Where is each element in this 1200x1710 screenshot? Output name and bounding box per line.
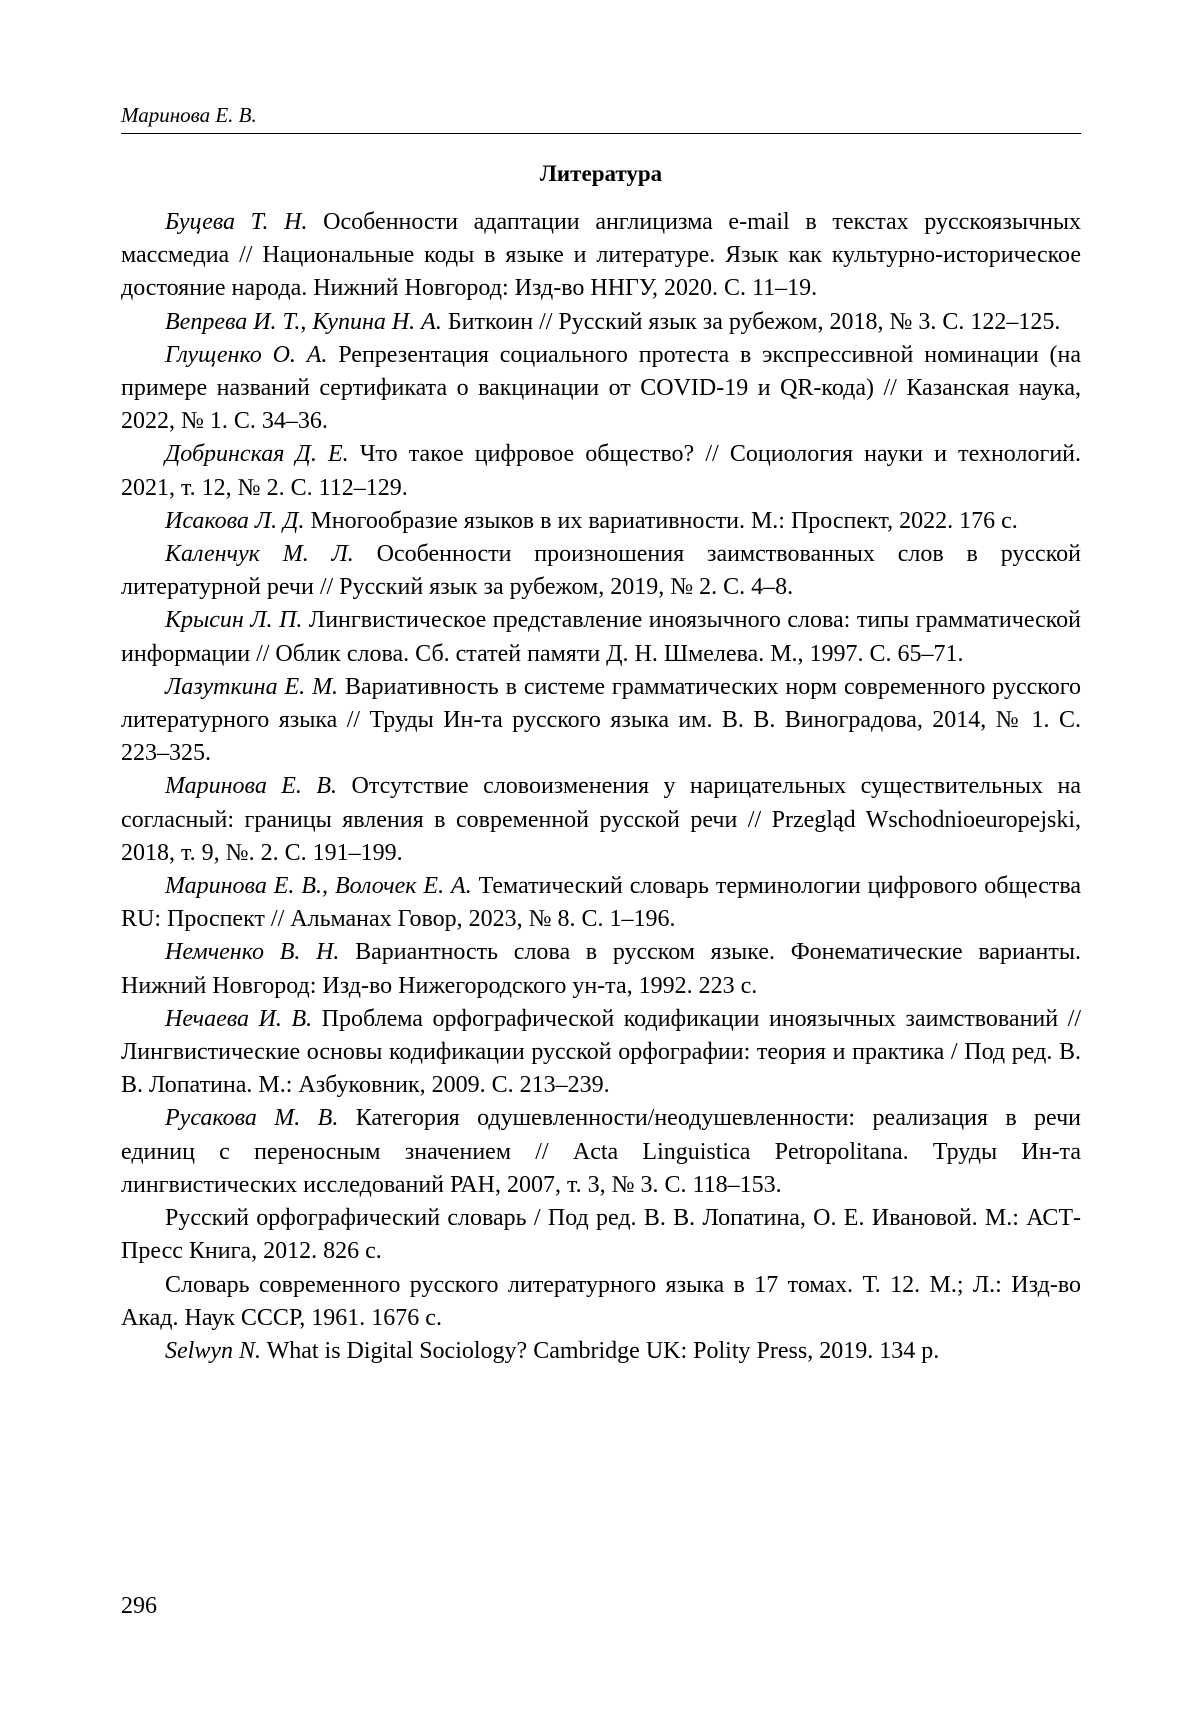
reference-text: Многообразие языков в их вариативности. М.: Проспект, 2022. 176 с. [304, 507, 1018, 534]
reference-text: Категория одушевленности/неодушевленности: реализация в речи единиц с переносным значением // Acta Linguistica Petropolitana. Труды Ин-та лингвистических исследований РАН, 2007, т. 3, № 3. С. 118–153. [121, 1105, 1082, 1198]
reference-author: Русакова М. В. [165, 1105, 339, 1132]
reference-item [121, 438, 1081, 504]
reference-list [121, 206, 1081, 1368]
reference-text: Отсутствие словоизменения у нарицательных существительных на согласный: границы явления в современной русской речи // Przegląd Wschodnioeuropejski, 2018, т. 9, №. 2. С. 191–199. [121, 773, 1081, 866]
reference-item [121, 306, 1081, 339]
reference-text: Лингвистическое представление иноязычного слова: типы грамматической информации // Облик слова. Сб. статей памяти Д. Н. Шмелева. М., 1997. С. 65–71. [121, 607, 1081, 667]
reference-text: Проблема орфографической кодификации иноязычных заимствований // Лингвистические основы кодификации русской орфографии: теория и практика / Под ред. В. В. Лопатина. М.: Азбуковник, 2009. С. 213–239. [121, 1005, 1081, 1099]
reference-author: Маринова Е. В. [165, 773, 338, 800]
reference-item [121, 870, 1081, 936]
section-title: Литература [539, 161, 663, 186]
reference-text: Что такое цифровое общество? // Социология науки и технологий. 2021, т. 12, № 2. С. 112–129. [121, 441, 1082, 501]
reference-author: Маринова Е. В., Волочек Е. А. [165, 873, 472, 900]
reference-author: Крысин Л. П. [165, 607, 303, 634]
header-rule [121, 133, 1081, 134]
reference-author: Буцева Т. Н. [165, 209, 308, 235]
reference-item [121, 505, 1081, 538]
reference-text: Вариативность в системе грамматических норм современного русского литературного языка // Труды Ин-та русского языка им. В. В. Виноградова, 2014, № 1. С. 223–325. [121, 673, 1081, 767]
reference-author: Исакова Л. Д. [165, 507, 305, 534]
reference-item [121, 936, 1081, 1002]
reference-item [121, 1335, 1081, 1368]
reference-item [121, 1003, 1081, 1103]
reference-text: Тематический словарь терминологии цифрового общества RU: Проспект // Альманах Говор, 2023, № 8. С. 1–196. [121, 873, 1082, 933]
reference-author: Немченко В. Н. [165, 939, 340, 966]
reference-text: Особенности адаптации англицизма e-mail в текстах русскоязычных массмедиа // Национальные коды в языке и литературе. Язык как культурно-историческое достояние народа. Нижний Новгород: Изд-во ННГУ, 2020. С. 11–19. [121, 209, 1081, 302]
reference-item [121, 770, 1081, 870]
reference-author: Selwyn N. [165, 1337, 261, 1364]
reference-author: Каленчук М. Л. [165, 541, 354, 568]
reference-text: Биткоин // Русский язык за рубежом, 2018, № 3. С. 122–125. [441, 308, 1061, 335]
reference-item [121, 604, 1081, 670]
reference-item [121, 1269, 1081, 1335]
running-head: Маринова Е. В. [121, 103, 257, 127]
reference-text: Словарь современного русского литературного языка в 17 томах. Т. 12. М.; Л.: Изд-во Акад. Наук СССР, 1961. 1676 с. [121, 1271, 1081, 1331]
reference-item [121, 339, 1081, 439]
reference-author: Глущенко О. А. [165, 341, 328, 368]
reference-text: Репрезентация социального протеста в экспрессивной номинации (на примере названий сертификата о вакцинации от COVID-19 и QR-кода) // Казанская наука, 2022, № 1. С. 34–36. [121, 341, 1082, 435]
reference-author: Вепрева И. Т., Купина Н. А. [165, 308, 442, 335]
reference-author: Нечаева И. В. [165, 1005, 313, 1032]
reference-item [121, 538, 1081, 604]
reference-text: Особенности произношения заимствованных слов в русской литературной речи // Русский язык за рубежом, 2019, № 2. С. 4–8. [121, 541, 1081, 601]
reference-text: What is Digital Sociology? Cambridge UK: Polity Press, 2019. 134 p. [261, 1337, 940, 1364]
reference-item [121, 206, 1081, 306]
reference-item [121, 1202, 1081, 1268]
reference-text: Русский орфографический словарь / Под ред. В. В. Лопатина, О. Е. Ивановой. М.: АСТ-Пресс Книга, 2012. 826 с. [121, 1205, 1081, 1265]
reference-item [121, 671, 1081, 771]
reference-text: Вариантность слова в русском языке. Фонематические варианты. Нижний Новгород: Изд-во Нижегородского ун-та, 1992. 223 с. [121, 939, 1082, 999]
reference-author: Лазуткина Е. М. [165, 673, 339, 700]
reference-author: Добринская Д. Е. [165, 441, 349, 468]
page-number: 296 [121, 1593, 157, 1619]
reference-item [121, 1102, 1081, 1202]
